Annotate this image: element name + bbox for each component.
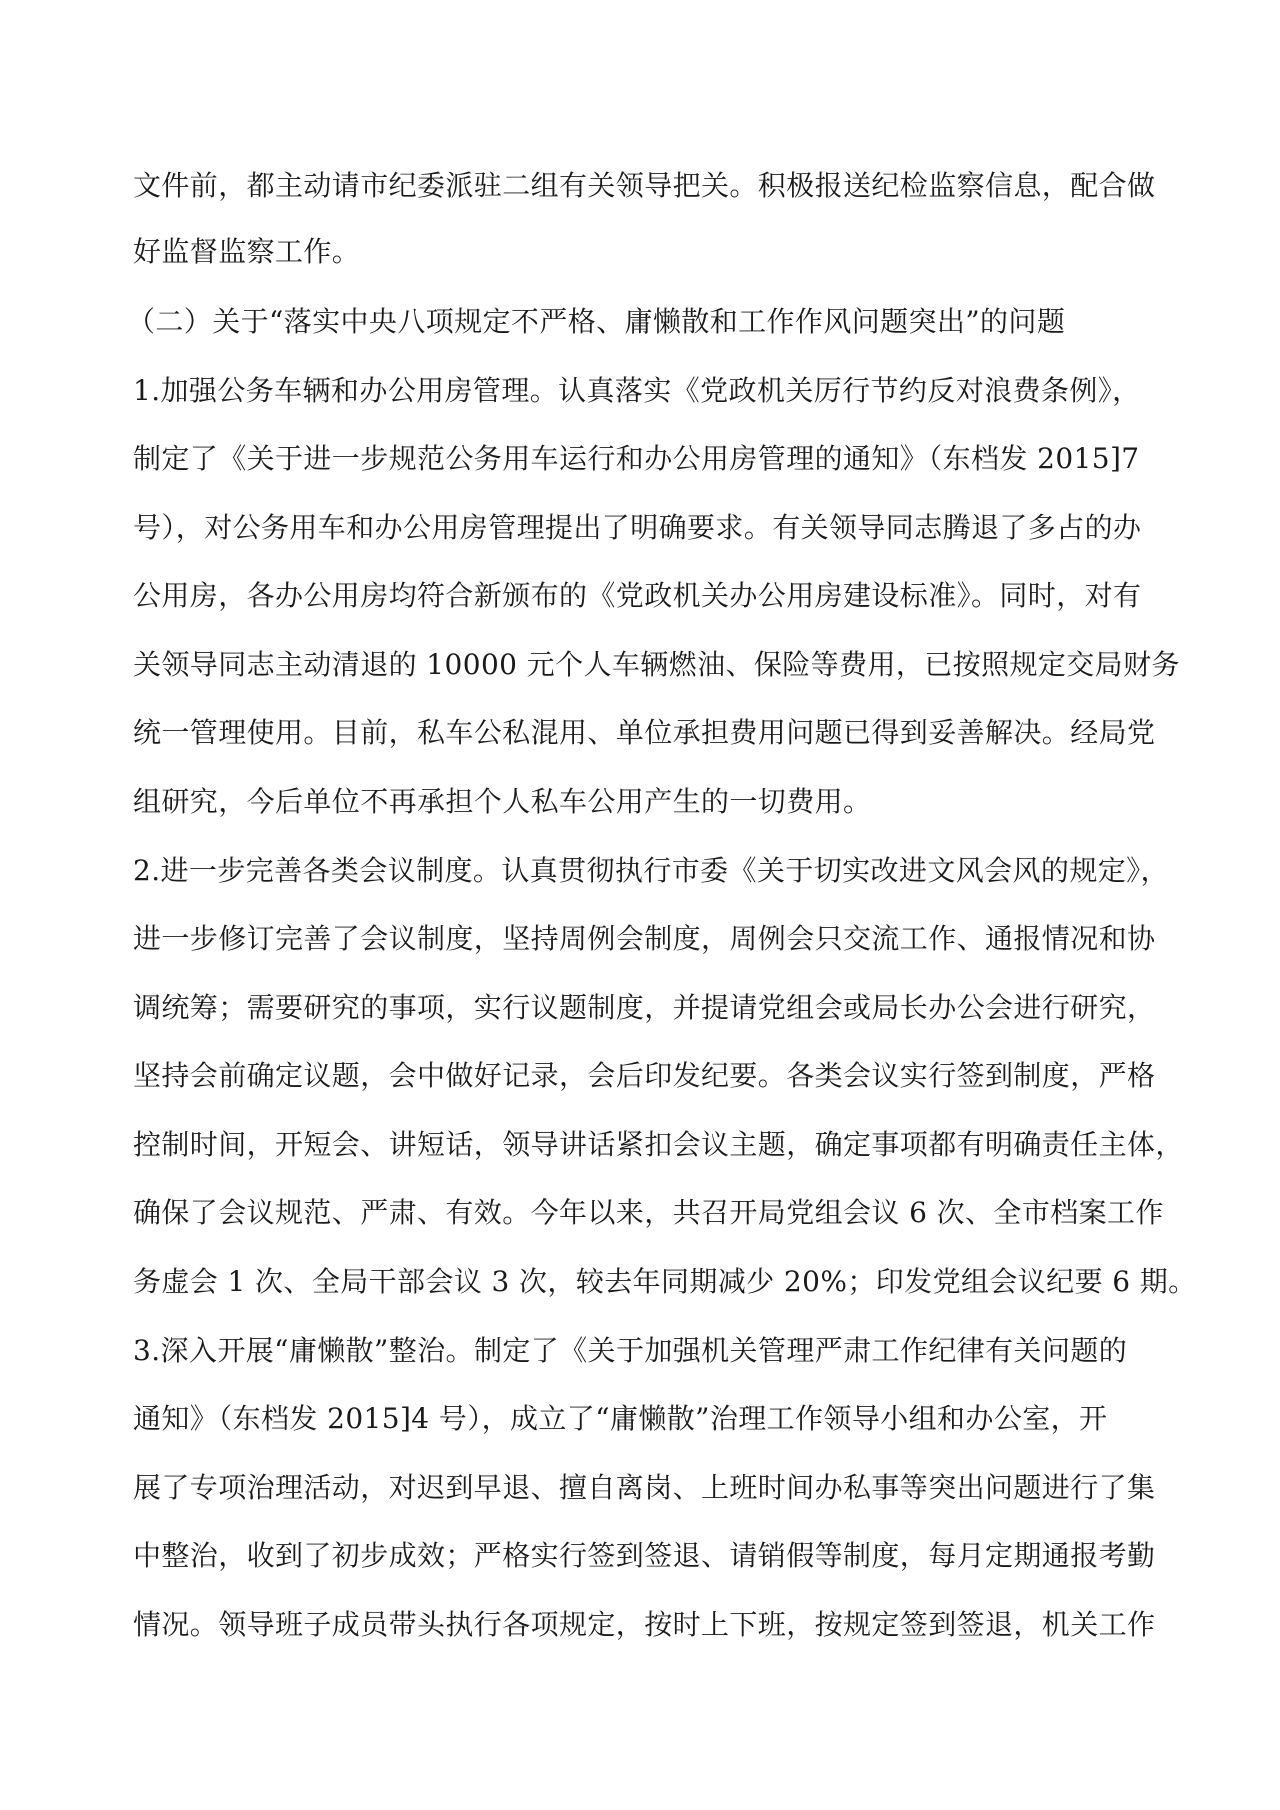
text-line: 组研究，今后单位不再承担个人私车公用产生的一切费用。 [133,785,872,818]
section-heading: （二）关于“落实中央八项规定不严格、庸懒散和工作作风问题突出”的问题 [127,305,1066,338]
text-line: 坚持会前确定议题，会中做好记录，会后印发纪要。各类会议实行签到制度，严格 [133,1059,1156,1092]
text-line: 文件前，都主动请市纪委派驻二组有关领导把关。积极报送纪检监察信息，配合做 [133,169,1156,202]
text-line: 情况。领导班子成员带头执行各项规定，按时上下班，按规定签到签退，机关工作 [133,1608,1156,1641]
text-line: 好监督监察工作。 [133,235,361,268]
text-line: 展了专项治理活动，对迟到早退、擅自离岗、上班时间办私事等突出问题进行了集 [133,1471,1156,1504]
text-line: 号），对公务用车和办公用房管理提出了明确要求。有关领导同志腾退了多占的办 [133,511,1142,544]
text-line: 统一管理使用。目前，私车公私混用、单位承担费用问题已得到妥善解决。经局党 [133,716,1156,749]
numbered-item-heading: 3.深入开展“庸懒散”整治。制定了《关于加强机关管理严肃工作纪律有关问题的 [133,1334,1128,1367]
numbered-item-heading: 2.进一步完善各类会议制度。认真贯彻执行市委《关于切实改进文风会风的规定》， [133,854,1169,887]
text-line: 通知》（东档发 2015]4 号），成立了“庸懒散”治理工作领导小组和办公室，开 [133,1402,1108,1435]
text-line: 关领导同志主动清退的 10000 元个人车辆燃油、保险等费用，已按照规定交局财务 [133,648,1180,681]
text-line: 公用房，各办公用房均符合新颁布的《党政机关办公用房建设标准》。同时，对有 [133,579,1142,612]
text-line: 务虚会 1 次、全局干部会议 3 次，较去年同期减少 20%；印发党组会议纪要 6 期。 [133,1265,1197,1298]
text-line: 进一步修订完善了会议制度，坚持周例会制度，周例会只交流工作、通报情况和协 [133,922,1156,955]
text-line: 制定了《关于进一步规范公务用车运行和办公用房管理的通知》（东档发 2015]7 [133,442,1140,475]
text-line: 中整治，收到了初步成效；严格实行签到签退、请销假等制度，每月定期通报考勤 [133,1539,1156,1572]
numbered-item-heading: 1.加强公务车辆和办公用房管理。认真落实《党政机关厉行节约反对浪费条例》， [133,374,1141,407]
text-line: 确保了会议规范、严肃、有效。今年以来，共召开局党组会议 6 次、全市档案工作 [133,1196,1164,1229]
text-line: 调统筹；需要研究的事项，实行议题制度，并提请党组会或局长办公会进行研究， [133,991,1156,1024]
text-line: 控制时间，开短会、讲短话，领导讲话紧扣会议主题，确定事项都有明确责任主体， [133,1128,1184,1161]
